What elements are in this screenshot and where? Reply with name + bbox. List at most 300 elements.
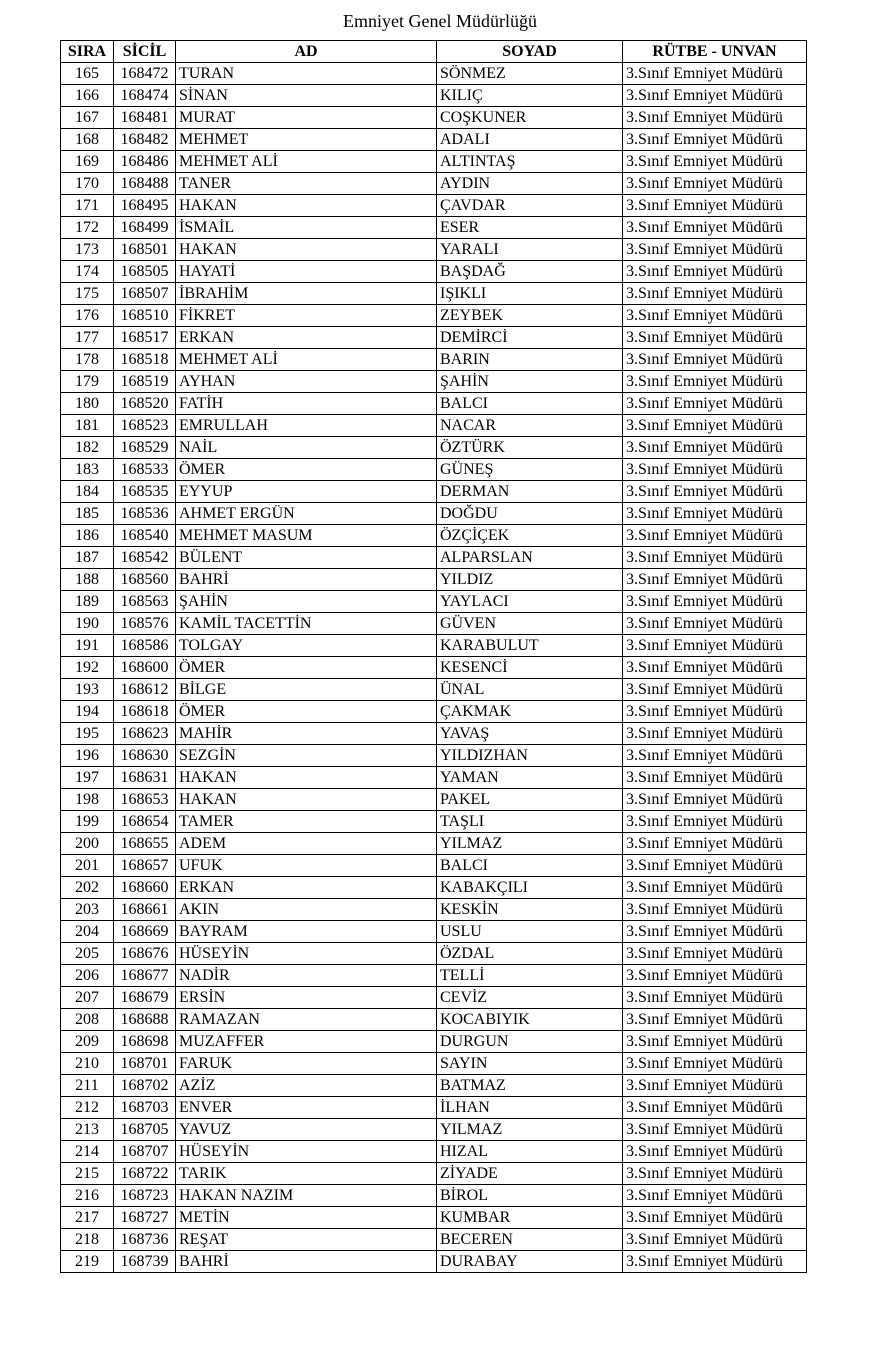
cell-ad: EYYUP: [176, 481, 437, 503]
cell-sicil: 168535: [114, 481, 176, 503]
cell-soyad: ADALI: [437, 129, 623, 151]
cell-sira: 175: [61, 283, 114, 305]
cell-ad: SEZGİN: [176, 745, 437, 767]
table-row: [61, 1163, 807, 1185]
cell-ad: NAİL: [176, 437, 437, 459]
cell-sira: 171: [61, 195, 114, 217]
cell-ad: REŞAT: [176, 1229, 437, 1251]
cell-sira: 202: [61, 877, 114, 899]
cell-rutbe-unvan: 3.Sınıf Emniyet Müdürü: [623, 877, 807, 899]
cell-soyad: YAVAŞ: [437, 723, 623, 745]
cell-sicil: 168495: [114, 195, 176, 217]
cell-sira: 212: [61, 1097, 114, 1119]
cell-soyad: KOCABIYIK: [437, 1009, 623, 1031]
cell-sira: 208: [61, 1009, 114, 1031]
table-row: [61, 1075, 807, 1097]
cell-soyad: YILMAZ: [437, 1119, 623, 1141]
cell-sicil: 168739: [114, 1251, 176, 1273]
cell-sicil: 168702: [114, 1075, 176, 1097]
table-row: [61, 811, 807, 833]
cell-soyad: NACAR: [437, 415, 623, 437]
cell-rutbe-unvan: 3.Sınıf Emniyet Müdürü: [623, 393, 807, 415]
cell-soyad: GÜNEŞ: [437, 459, 623, 481]
cell-sira: 194: [61, 701, 114, 723]
table-row: [61, 371, 807, 393]
table-row: [61, 591, 807, 613]
cell-sicil: 168472: [114, 63, 176, 85]
cell-rutbe-unvan: 3.Sınıf Emniyet Müdürü: [623, 789, 807, 811]
cell-soyad: ZİYADE: [437, 1163, 623, 1185]
cell-ad: HAKAN: [176, 789, 437, 811]
table-row: [61, 613, 807, 635]
cell-sira: 201: [61, 855, 114, 877]
cell-ad: FİKRET: [176, 305, 437, 327]
cell-rutbe-unvan: 3.Sınıf Emniyet Müdürü: [623, 899, 807, 921]
cell-rutbe-unvan: 3.Sınıf Emniyet Müdürü: [623, 1185, 807, 1207]
cell-rutbe-unvan: 3.Sınıf Emniyet Müdürü: [623, 1119, 807, 1141]
cell-rutbe-unvan: 3.Sınıf Emniyet Müdürü: [623, 569, 807, 591]
cell-sicil: 168654: [114, 811, 176, 833]
cell-soyad: TAŞLI: [437, 811, 623, 833]
table-row: [61, 151, 807, 173]
cell-soyad: ÖZÇİÇEK: [437, 525, 623, 547]
cell-ad: RAMAZAN: [176, 1009, 437, 1031]
cell-rutbe-unvan: 3.Sınıf Emniyet Müdürü: [623, 327, 807, 349]
cell-ad: TANER: [176, 173, 437, 195]
cell-ad: ÖMER: [176, 701, 437, 723]
cell-sicil: 168631: [114, 767, 176, 789]
cell-sira: 195: [61, 723, 114, 745]
cell-soyad: ESER: [437, 217, 623, 239]
cell-sicil: 168536: [114, 503, 176, 525]
table-row: [61, 349, 807, 371]
cell-sicil: 168701: [114, 1053, 176, 1075]
cell-sicil: 168518: [114, 349, 176, 371]
cell-sicil: 168727: [114, 1207, 176, 1229]
cell-sicil: 168488: [114, 173, 176, 195]
cell-ad: ÖMER: [176, 459, 437, 481]
cell-ad: HAKAN NAZIM: [176, 1185, 437, 1207]
cell-soyad: YILMAZ: [437, 833, 623, 855]
table-row: [61, 173, 807, 195]
page-title: Emniyet Genel Müdürlüğü: [343, 11, 537, 31]
cell-sicil: 168529: [114, 437, 176, 459]
cell-rutbe-unvan: 3.Sınıf Emniyet Müdürü: [623, 1009, 807, 1031]
cell-rutbe-unvan: 3.Sınıf Emniyet Müdürü: [623, 921, 807, 943]
cell-sira: 187: [61, 547, 114, 569]
cell-soyad: USLU: [437, 921, 623, 943]
table-row: [61, 129, 807, 151]
cell-ad: YAVUZ: [176, 1119, 437, 1141]
cell-ad: MEHMET: [176, 129, 437, 151]
cell-ad: MEHMET MASUM: [176, 525, 437, 547]
table-row: [61, 635, 807, 657]
cell-sira: 204: [61, 921, 114, 943]
table-row: [61, 1119, 807, 1141]
cell-ad: HÜSEYİN: [176, 943, 437, 965]
cell-sira: 205: [61, 943, 114, 965]
cell-rutbe-unvan: 3.Sınıf Emniyet Müdürü: [623, 1053, 807, 1075]
table-row: [61, 833, 807, 855]
cell-soyad: KUMBAR: [437, 1207, 623, 1229]
cell-soyad: İLHAN: [437, 1097, 623, 1119]
cell-ad: ENVER: [176, 1097, 437, 1119]
cell-ad: AZİZ: [176, 1075, 437, 1097]
cell-sira: 173: [61, 239, 114, 261]
cell-soyad: DOĞDU: [437, 503, 623, 525]
cell-ad: İBRAHİM: [176, 283, 437, 305]
cell-sira: 188: [61, 569, 114, 591]
cell-sicil: 168722: [114, 1163, 176, 1185]
cell-ad: MUZAFFER: [176, 1031, 437, 1053]
cell-rutbe-unvan: 3.Sınıf Emniyet Müdürü: [623, 833, 807, 855]
cell-sira: 170: [61, 173, 114, 195]
cell-soyad: DURABAY: [437, 1251, 623, 1273]
cell-sira: 207: [61, 987, 114, 1009]
table-row: [61, 745, 807, 767]
cell-soyad: YILDIZHAN: [437, 745, 623, 767]
cell-sicil: 168600: [114, 657, 176, 679]
cell-rutbe-unvan: 3.Sınıf Emniyet Müdürü: [623, 63, 807, 85]
cell-sicil: 168481: [114, 107, 176, 129]
table-row: [61, 1031, 807, 1053]
cell-sicil: 168677: [114, 965, 176, 987]
cell-ad: ÖMER: [176, 657, 437, 679]
header-sira: SIRA: [61, 41, 114, 63]
cell-ad: METİN: [176, 1207, 437, 1229]
cell-sicil: 168501: [114, 239, 176, 261]
cell-ad: ERSİN: [176, 987, 437, 1009]
cell-rutbe-unvan: 3.Sınıf Emniyet Müdürü: [623, 283, 807, 305]
cell-sicil: 168510: [114, 305, 176, 327]
cell-ad: BÜLENT: [176, 547, 437, 569]
cell-rutbe-unvan: 3.Sınıf Emniyet Müdürü: [623, 1163, 807, 1185]
cell-ad: HAKAN: [176, 239, 437, 261]
cell-sicil: 168474: [114, 85, 176, 107]
cell-sicil: 168703: [114, 1097, 176, 1119]
cell-soyad: YARALI: [437, 239, 623, 261]
cell-sicil: 168661: [114, 899, 176, 921]
cell-sira: 185: [61, 503, 114, 525]
table-row: [61, 437, 807, 459]
cell-rutbe-unvan: 3.Sınıf Emniyet Müdürü: [623, 811, 807, 833]
cell-sicil: 168707: [114, 1141, 176, 1163]
cell-soyad: ÖZDAL: [437, 943, 623, 965]
cell-rutbe-unvan: 3.Sınıf Emniyet Müdürü: [623, 107, 807, 129]
cell-sira: 192: [61, 657, 114, 679]
cell-soyad: KILIÇ: [437, 85, 623, 107]
cell-soyad: YAMAN: [437, 767, 623, 789]
cell-ad: AHMET ERGÜN: [176, 503, 437, 525]
cell-soyad: DEMİRCİ: [437, 327, 623, 349]
cell-sira: 219: [61, 1251, 114, 1273]
table-row: [61, 679, 807, 701]
cell-sira: 216: [61, 1185, 114, 1207]
cell-sicil: 168723: [114, 1185, 176, 1207]
cell-soyad: GÜVEN: [437, 613, 623, 635]
cell-rutbe-unvan: 3.Sınıf Emniyet Müdürü: [623, 195, 807, 217]
cell-rutbe-unvan: 3.Sınıf Emniyet Müdürü: [623, 261, 807, 283]
cell-ad: SİNAN: [176, 85, 437, 107]
cell-soyad: ALTINTAŞ: [437, 151, 623, 173]
table-row: [61, 1251, 807, 1273]
cell-soyad: BECEREN: [437, 1229, 623, 1251]
cell-sira: 193: [61, 679, 114, 701]
cell-sira: 209: [61, 1031, 114, 1053]
table-row: [61, 1009, 807, 1031]
cell-sicil: 168653: [114, 789, 176, 811]
table-row: [61, 239, 807, 261]
cell-sicil: 168698: [114, 1031, 176, 1053]
table-row: [61, 1229, 807, 1251]
header-soyad: SOYAD: [437, 41, 623, 63]
cell-rutbe-unvan: 3.Sınıf Emniyet Müdürü: [623, 85, 807, 107]
cell-sira: 206: [61, 965, 114, 987]
cell-soyad: IŞIKLI: [437, 283, 623, 305]
cell-ad: MEHMET ALİ: [176, 151, 437, 173]
personnel-table: [60, 40, 807, 1273]
table-row: [61, 965, 807, 987]
cell-ad: İSMAİL: [176, 217, 437, 239]
cell-soyad: SAYIN: [437, 1053, 623, 1075]
cell-sicil: 168523: [114, 415, 176, 437]
cell-ad: BİLGE: [176, 679, 437, 701]
cell-ad: AYHAN: [176, 371, 437, 393]
cell-sira: 214: [61, 1141, 114, 1163]
cell-rutbe-unvan: 3.Sınıf Emniyet Müdürü: [623, 173, 807, 195]
cell-soyad: KABAKÇILI: [437, 877, 623, 899]
cell-sira: 218: [61, 1229, 114, 1251]
cell-sicil: 168482: [114, 129, 176, 151]
cell-sira: 199: [61, 811, 114, 833]
cell-rutbe-unvan: 3.Sınıf Emniyet Müdürü: [623, 305, 807, 327]
cell-sicil: 168688: [114, 1009, 176, 1031]
table-header-row: [61, 41, 807, 63]
table-row: [61, 1097, 807, 1119]
cell-sira: 172: [61, 217, 114, 239]
cell-sicil: 168533: [114, 459, 176, 481]
table-row: [61, 393, 807, 415]
cell-soyad: ÇAVDAR: [437, 195, 623, 217]
table-row: [61, 1141, 807, 1163]
table-row: [61, 877, 807, 899]
cell-sicil: 168660: [114, 877, 176, 899]
cell-soyad: YAYLACI: [437, 591, 623, 613]
cell-sira: 190: [61, 613, 114, 635]
cell-ad: TARIK: [176, 1163, 437, 1185]
header-rutbe-unvan: RÜTBE - UNVAN: [623, 41, 807, 63]
cell-rutbe-unvan: 3.Sınıf Emniyet Müdürü: [623, 613, 807, 635]
cell-rutbe-unvan: 3.Sınıf Emniyet Müdürü: [623, 525, 807, 547]
cell-sicil: 168542: [114, 547, 176, 569]
cell-sicil: 168705: [114, 1119, 176, 1141]
header-ad: AD: [176, 41, 437, 63]
cell-sicil: 168676: [114, 943, 176, 965]
table-row: [61, 1185, 807, 1207]
cell-rutbe-unvan: 3.Sınıf Emniyet Müdürü: [623, 701, 807, 723]
table-row: [61, 481, 807, 503]
table-row: [61, 525, 807, 547]
cell-sicil: 168517: [114, 327, 176, 349]
cell-soyad: DURGUN: [437, 1031, 623, 1053]
cell-rutbe-unvan: 3.Sınıf Emniyet Müdürü: [623, 855, 807, 877]
cell-sicil: 168519: [114, 371, 176, 393]
table-row: [61, 855, 807, 877]
cell-sira: 177: [61, 327, 114, 349]
table-row: [61, 547, 807, 569]
cell-rutbe-unvan: 3.Sınıf Emniyet Müdürü: [623, 349, 807, 371]
table-row: [61, 943, 807, 965]
cell-sira: 178: [61, 349, 114, 371]
table-row: [61, 283, 807, 305]
cell-soyad: KESKİN: [437, 899, 623, 921]
cell-sicil: 168499: [114, 217, 176, 239]
cell-sicil: 168612: [114, 679, 176, 701]
cell-sira: 210: [61, 1053, 114, 1075]
cell-sicil: 168563: [114, 591, 176, 613]
cell-soyad: KARABULUT: [437, 635, 623, 657]
cell-sicil: 168540: [114, 525, 176, 547]
cell-soyad: YILDIZ: [437, 569, 623, 591]
cell-sicil: 168630: [114, 745, 176, 767]
cell-rutbe-unvan: 3.Sınıf Emniyet Müdürü: [623, 767, 807, 789]
cell-rutbe-unvan: 3.Sınıf Emniyet Müdürü: [623, 1031, 807, 1053]
cell-rutbe-unvan: 3.Sınıf Emniyet Müdürü: [623, 723, 807, 745]
cell-rutbe-unvan: 3.Sınıf Emniyet Müdürü: [623, 371, 807, 393]
cell-rutbe-unvan: 3.Sınıf Emniyet Müdürü: [623, 679, 807, 701]
cell-rutbe-unvan: 3.Sınıf Emniyet Müdürü: [623, 1251, 807, 1273]
cell-soyad: BAŞDAĞ: [437, 261, 623, 283]
cell-ad: BAHRİ: [176, 1251, 437, 1273]
cell-ad: HÜSEYİN: [176, 1141, 437, 1163]
cell-sira: 198: [61, 789, 114, 811]
table-row: [61, 503, 807, 525]
cell-rutbe-unvan: 3.Sınıf Emniyet Müdürü: [623, 151, 807, 173]
table-row: [61, 327, 807, 349]
cell-rutbe-unvan: 3.Sınıf Emniyet Müdürü: [623, 415, 807, 437]
cell-sira: 189: [61, 591, 114, 613]
table-body: [61, 63, 807, 1273]
cell-sira: 180: [61, 393, 114, 415]
table-row: [61, 899, 807, 921]
cell-sicil: 168657: [114, 855, 176, 877]
table-row: [61, 107, 807, 129]
cell-rutbe-unvan: 3.Sınıf Emniyet Müdürü: [623, 437, 807, 459]
table-row: [61, 1053, 807, 1075]
cell-ad: NADİR: [176, 965, 437, 987]
table-row: [61, 789, 807, 811]
cell-sira: 184: [61, 481, 114, 503]
cell-rutbe-unvan: 3.Sınıf Emniyet Müdürü: [623, 657, 807, 679]
cell-rutbe-unvan: 3.Sınıf Emniyet Müdürü: [623, 217, 807, 239]
cell-sira: 181: [61, 415, 114, 437]
cell-rutbe-unvan: 3.Sınıf Emniyet Müdürü: [623, 239, 807, 261]
cell-rutbe-unvan: 3.Sınıf Emniyet Müdürü: [623, 547, 807, 569]
cell-soyad: SÖNMEZ: [437, 63, 623, 85]
cell-soyad: KESENCİ: [437, 657, 623, 679]
cell-sicil: 168679: [114, 987, 176, 1009]
cell-ad: BAYRAM: [176, 921, 437, 943]
table-row: [61, 701, 807, 723]
cell-rutbe-unvan: 3.Sınıf Emniyet Müdürü: [623, 635, 807, 657]
cell-ad: ERKAN: [176, 877, 437, 899]
cell-rutbe-unvan: 3.Sınıf Emniyet Müdürü: [623, 1229, 807, 1251]
cell-ad: MURAT: [176, 107, 437, 129]
table-row: [61, 63, 807, 85]
cell-rutbe-unvan: 3.Sınıf Emniyet Müdürü: [623, 1097, 807, 1119]
cell-ad: TURAN: [176, 63, 437, 85]
cell-sicil: 168520: [114, 393, 176, 415]
cell-sira: 215: [61, 1163, 114, 1185]
cell-rutbe-unvan: 3.Sınıf Emniyet Müdürü: [623, 503, 807, 525]
table-row: [61, 767, 807, 789]
table-row: [61, 305, 807, 327]
table-row: [61, 415, 807, 437]
cell-sicil: 168486: [114, 151, 176, 173]
cell-ad: BAHRİ: [176, 569, 437, 591]
cell-rutbe-unvan: 3.Sınıf Emniyet Müdürü: [623, 745, 807, 767]
cell-sira: 179: [61, 371, 114, 393]
table-row: [61, 261, 807, 283]
cell-sira: 167: [61, 107, 114, 129]
cell-sira: 186: [61, 525, 114, 547]
table-row: [61, 195, 807, 217]
cell-sicil: 168736: [114, 1229, 176, 1251]
cell-soyad: BALCI: [437, 393, 623, 415]
cell-sicil: 168586: [114, 635, 176, 657]
cell-rutbe-unvan: 3.Sınıf Emniyet Müdürü: [623, 1075, 807, 1097]
cell-soyad: ÜNAL: [437, 679, 623, 701]
cell-soyad: ÇAKMAK: [437, 701, 623, 723]
cell-ad: FARUK: [176, 1053, 437, 1075]
cell-sicil: 168655: [114, 833, 176, 855]
table-row: [61, 723, 807, 745]
cell-rutbe-unvan: 3.Sınıf Emniyet Müdürü: [623, 1207, 807, 1229]
cell-ad: FATİH: [176, 393, 437, 415]
cell-soyad: HIZAL: [437, 1141, 623, 1163]
cell-sira: 182: [61, 437, 114, 459]
cell-ad: HAYATİ: [176, 261, 437, 283]
cell-ad: UFUK: [176, 855, 437, 877]
cell-rutbe-unvan: 3.Sınıf Emniyet Müdürü: [623, 459, 807, 481]
cell-soyad: TELLİ: [437, 965, 623, 987]
cell-soyad: BİROL: [437, 1185, 623, 1207]
table-row: [61, 987, 807, 1009]
cell-soyad: ZEYBEK: [437, 305, 623, 327]
cell-sicil: 168507: [114, 283, 176, 305]
cell-sira: 211: [61, 1075, 114, 1097]
cell-sira: 176: [61, 305, 114, 327]
cell-soyad: ŞAHİN: [437, 371, 623, 393]
cell-soyad: PAKEL: [437, 789, 623, 811]
cell-soyad: BATMAZ: [437, 1075, 623, 1097]
cell-soyad: ÖZTÜRK: [437, 437, 623, 459]
table-row: [61, 569, 807, 591]
cell-sira: 203: [61, 899, 114, 921]
cell-ad: MEHMET ALİ: [176, 349, 437, 371]
cell-sira: 169: [61, 151, 114, 173]
cell-sira: 165: [61, 63, 114, 85]
cell-rutbe-unvan: 3.Sınıf Emniyet Müdürü: [623, 591, 807, 613]
table-row: [61, 921, 807, 943]
header-sicil: SİCİL: [114, 41, 176, 63]
table-row: [61, 85, 807, 107]
cell-ad: KAMİL TACETTİN: [176, 613, 437, 635]
cell-soyad: DERMAN: [437, 481, 623, 503]
cell-soyad: CEVİZ: [437, 987, 623, 1009]
cell-sicil: 168505: [114, 261, 176, 283]
table-row: [61, 657, 807, 679]
